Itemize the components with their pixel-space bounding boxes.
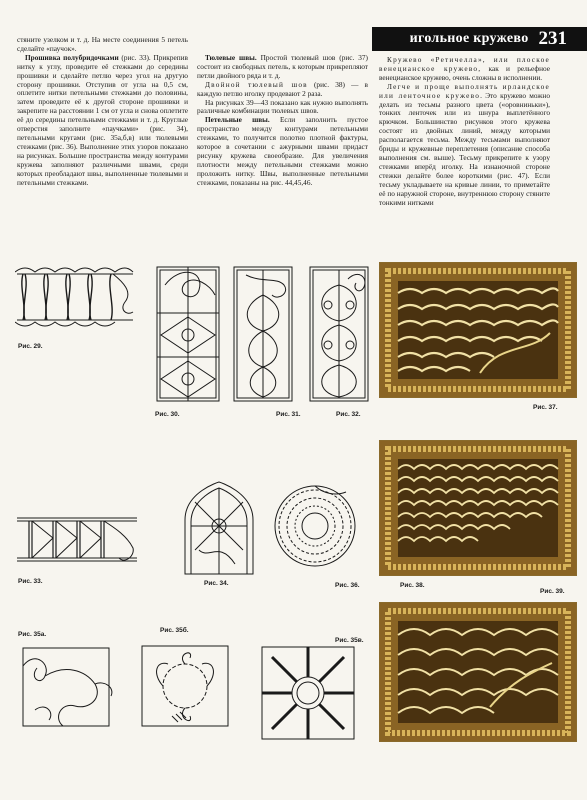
paragraph-text: Простой тюлевый шов (рис. 37) состоит из свободных петель, к которым прикрепляют петли двойного ряда и т. д. [197,54,368,80]
figure-36-caption: Рис. 36. [335,582,360,589]
text-column-3 [379,56,550,250]
figure-30-illustration [155,265,223,405]
paragraph-text: (рис. 38) — в каждую петлю иголку продевают 2 раза. [197,79,368,98]
figure-31-illustration [232,265,296,405]
figure-37-caption: Рис. 37. [533,404,558,411]
paragraph: На рисунках 39—43 показано как нужно выполнять различные комбинации тюлевых швов. [197,97,368,116]
paragraph [197,81,368,99]
figure-34-caption: Рис. 34. [204,580,229,587]
subheading: Тюлевые швы. [205,54,257,62]
figure-38-photo [379,440,577,576]
page-number: 231 [538,28,567,49]
page-header [372,27,587,51]
figure-35v-caption: Рис. 35в. [335,637,364,644]
term: Кружево «Ретичелла», или плоское венецианское кружево, [379,56,550,73]
figure-35b-caption: Рис. 35б. [160,627,189,634]
figure-29-illustration [15,262,135,334]
section-title: игольное кружево [409,31,529,46]
paragraph-text: как и рельефное венецианское кружево, очень сложны в исполнении. [379,63,550,82]
paragraph [379,56,550,83]
paragraph [17,54,188,188]
paragraph [379,83,550,208]
figure-37-photo [379,262,577,398]
figure-35a-illustration [15,640,120,740]
text-column-2 [197,54,368,250]
figure-39-caption: Рис. 39. [540,588,565,595]
figure-29-caption: Рис. 29. [18,343,43,350]
figure-33-illustration [15,508,139,572]
figure-36-illustration [272,482,358,572]
paragraph: стяните узелком и т. д. На месте соединения 5 петель сделайте «паучок». [17,36,188,53]
term: Двойной тюлевый шов [205,79,308,89]
paragraph-text: Если заполнить пустое пространство между контурами петельными стежками, то получится полотно плотной фактуры, которое в сочетании с ажурными швами придаст рисунку кружева своеобразие. Для увеличения плотности между петельными стежками можно проложить нитку. Швы, выполненные петельными стежками, показаны на рис. 44,45,46. [197,115,368,187]
figure-31-caption: Рис. 31. [276,411,301,418]
figure-38-caption: Рис. 38. [400,582,425,589]
paragraph-text: (рис. 33). Прикрепив нитку к углу, проведите её стежками до середины прошивки и сделайте петлю через угол на другую сторону прошивки. Отступив от угла на 0,5 см, оплетите нитки петельными стежками до половины, затем проведите её к другой стороне прошивки и закрепите на расстоянии 1 см от угла и снова оплетите её до середины петельными стежками и т. д. Круглые отверстия заполните «паучками» (рис. 34), петельными кругами (рис. 35а,б,в) или тюлевыми стежками (рис. 36). Выполнение этих узоров показано на рисунках. Большие пространства между контурами кружева заполняют различными швами, среди которых преобладают швы, выполненные тюлевыми и петельными стежками. [17,52,188,187]
paragraph [197,54,368,81]
figure-39-photo [379,602,577,742]
figure-32-caption: Рис. 32. [336,411,361,418]
subheading: Прошивка полубридочками [25,52,119,62]
figure-32-illustration [308,265,372,405]
figure-35a-caption: Рис. 35а. [18,631,47,638]
text-column-1 [17,36,188,250]
paragraph-text: . Это кружево можно делать из тесьмы разного цвета («оровниньки»), тонких ленточек или из шнура выплетённого крючком. Большинство рисунков этого кружева состоят из двойных линий, между которыми располагается тесьма. Между тесьмами выполняют бриды и кружевные переплетения (описание способа выполнения см. выше). Тесьму прикрепите к узору стежками вперёд иголку. На изнаночной стороне стежки делайте более короткими (рис. 47). Если тесьму укладываете на кривые линии, то приметайте её по наружной стороне, внутреннюю сторону стяните тонкими нитками [379,90,550,207]
figure-34-illustration [179,480,259,576]
term: Легче и проще выполнять ирландское или ленточное кружево [379,81,550,100]
figure-35v-illustration [258,643,358,745]
paragraph [197,116,368,187]
figure-30-caption: Рис. 30. [155,411,180,418]
figure-33-caption: Рис. 33. [18,578,43,585]
figure-35b-illustration [136,640,236,740]
subheading: Петельные швы. [205,115,270,125]
